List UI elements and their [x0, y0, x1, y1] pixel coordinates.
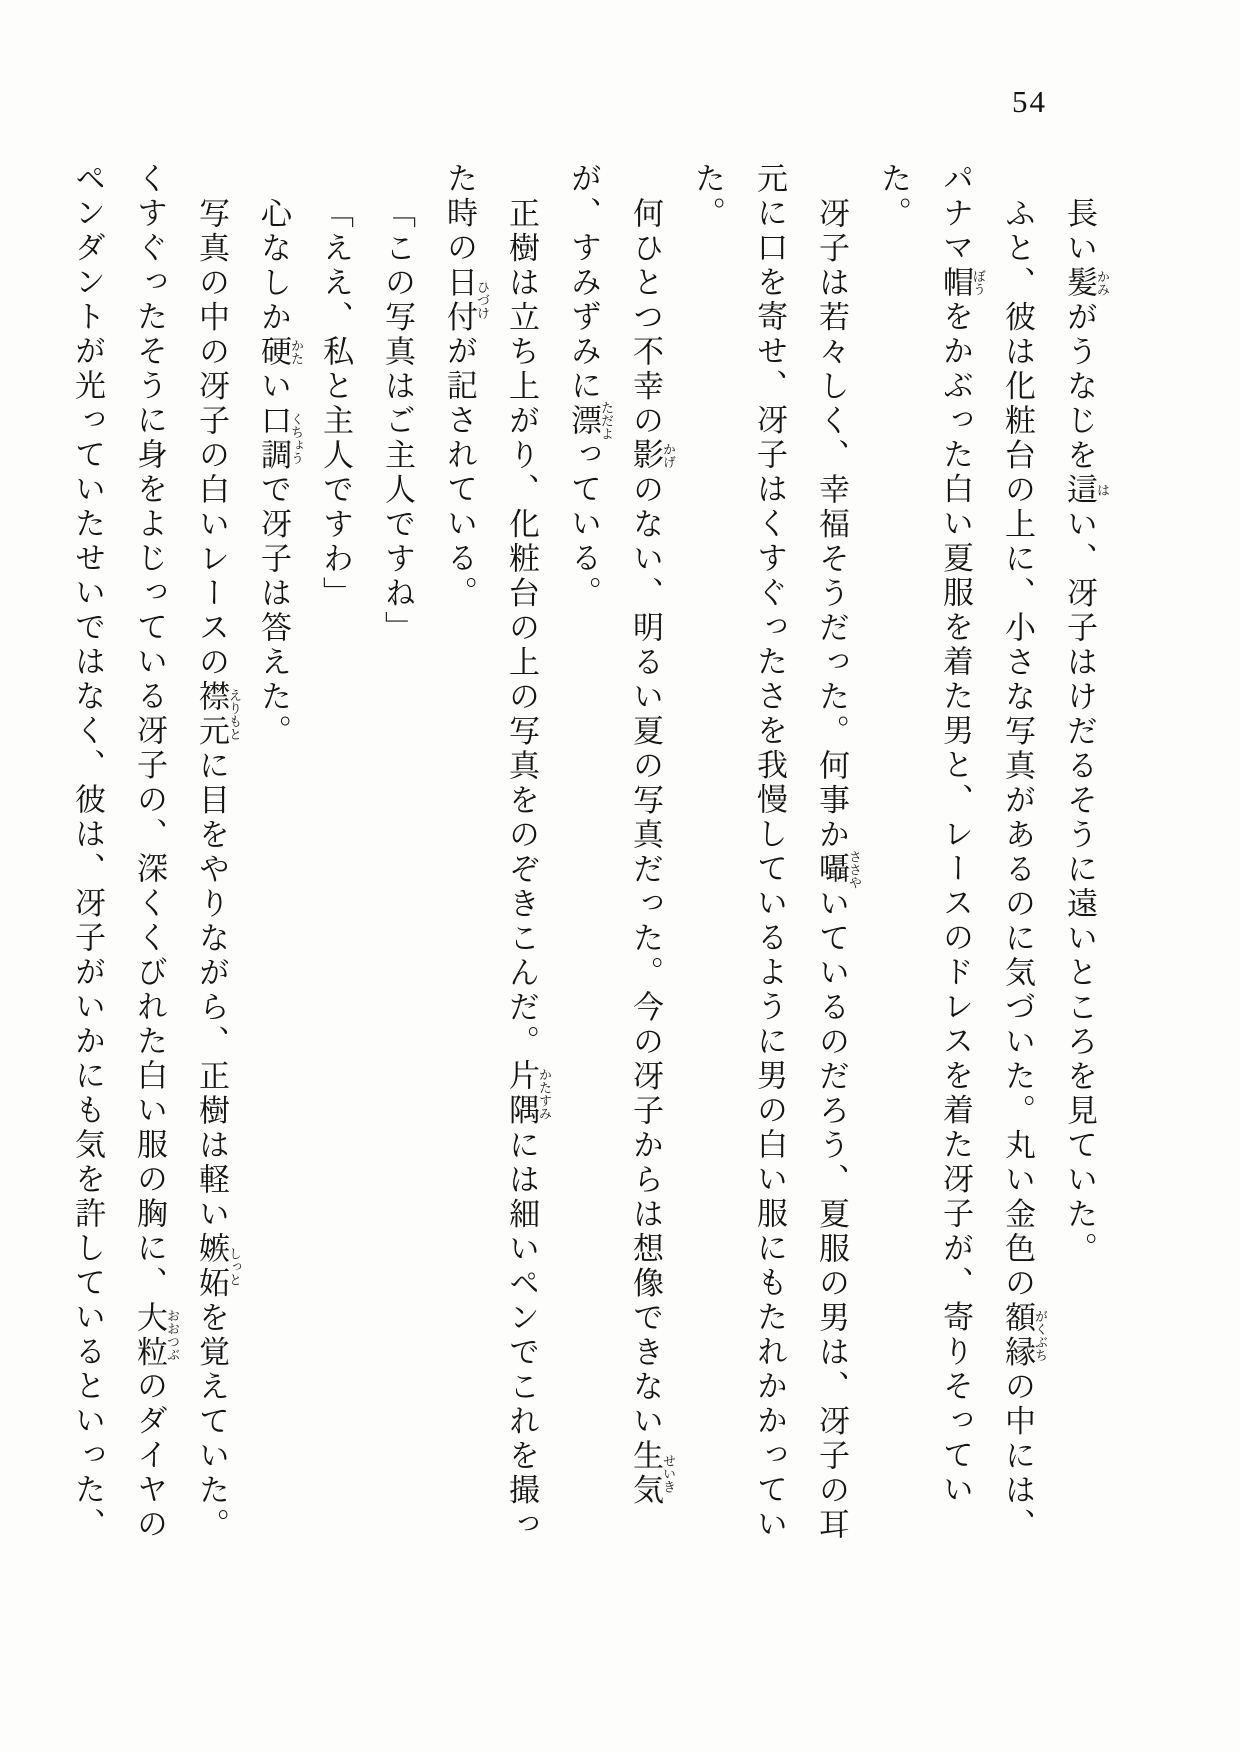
paragraph: 心なしか硬かたい口調くちょうで冴子は答えた。	[256, 196, 304, 749]
ruby-annotation: 這は	[1062, 472, 1110, 507]
ruby-annotation: 日付ひづけ	[442, 265, 490, 335]
ruby-annotation: 生気せいき	[628, 1438, 676, 1508]
ruby-annotation: 口調くちょう	[256, 403, 304, 473]
paragraph: 長い髪かみがうなじを這はい、冴子はけだるそうに遠いところを見ていた。	[1062, 196, 1110, 1266]
paragraph: 写真の中の冴子の白いレースの襟元えりもとに目をやりながら、正樹は軽い嫉妬しっとを覚えていた。くすぐったそうに身をよじっている冴子の、深くくびれた白い服の胸に、大粒おおつぶのダイヤのペンダントが光っていたせいではなく、彼は、冴子がいかにも気を許しているといった、	[70, 162, 242, 1542]
ruby-annotation: 帽ぼう	[938, 265, 986, 300]
ruby-annotation: 襟元えりもと	[194, 679, 242, 749]
text-block	[56, 162, 1110, 1564]
ruby-annotation: 囁ささや	[814, 849, 862, 889]
paragraph: 「この写真はご主人ですね」	[380, 196, 415, 645]
paragraph: 正樹は立ち上がり、化粧台の上の写真をのぞきこんだ。片隅かたすみには細いペンでこれを撮った時の日付ひづけが記されている。	[442, 162, 552, 1542]
ruby-annotation: 大粒おおつぶ	[132, 1300, 180, 1370]
ruby-annotation: 嫉妬しっと	[194, 1231, 242, 1301]
paragraph: 「ええ、私と主人ですわ」	[318, 196, 353, 611]
ruby-annotation: 硬かた	[256, 334, 304, 369]
ruby-annotation: 漂ただよ	[566, 401, 614, 441]
page-number: 54	[1012, 84, 1047, 119]
ruby-annotation: 影かげ	[628, 438, 676, 473]
paragraph: 冴子は若々しく、幸福そうだった。何事か囁ささやいているのだろう、夏服の男は、冴子の耳元に口を寄せ、冴子はくすぐったさを我慢しているように男の白い服にもたれかかっていた。	[690, 162, 862, 1542]
ruby-annotation: 片隅かたすみ	[504, 1059, 552, 1128]
ruby-annotation: 額縁がくぶち	[1000, 1300, 1048, 1370]
paragraph: ふと、彼は化粧台の上に、小さな写真があるのに気づいた。丸い金色の額縁がくぶちの中には、パナマ帽ぼうをかぶった白い夏服を着た男と、レースのドレスを着た冴子が、寄りそっていた。	[876, 162, 1048, 1542]
ruby-annotation: 髪かみ	[1062, 265, 1110, 300]
paragraph: 何ひとつ不幸の影かげのない、明るい夏の写真だった。今の冴子からは想像できない生気せいきが、すみずみに漂ただよっている。	[566, 162, 676, 1508]
